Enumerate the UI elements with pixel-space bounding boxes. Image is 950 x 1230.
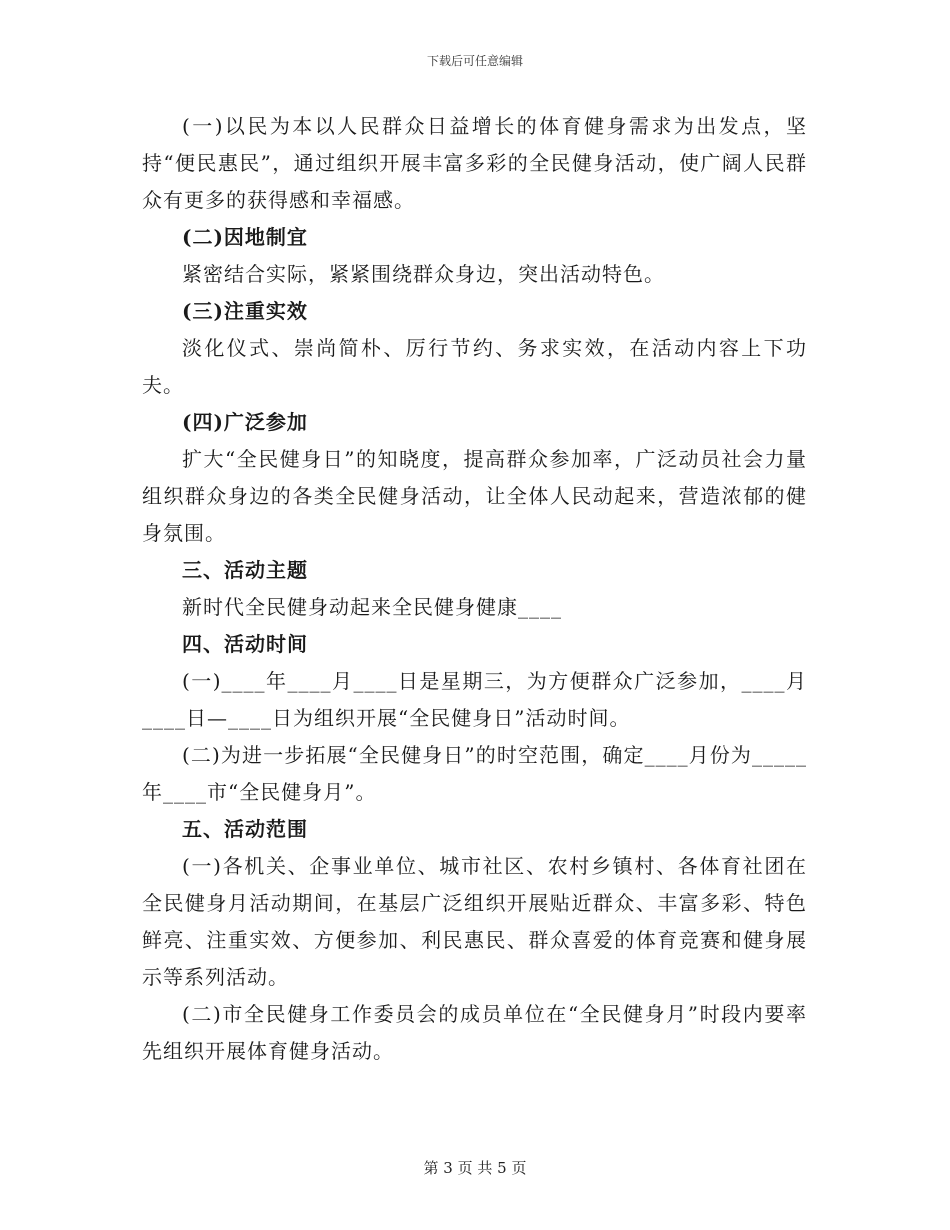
heading-principle-4: (四)广泛参加 [182,410,308,434]
paragraph-activity-scope-1: (一)各机关、企事业单位、城市社区、农村乡镇村、各体育社团在全民健身月活动期间，在基层广泛组织开展贴近群众、丰富多彩、特色鲜亮、注重实效、方便参加、利民惠民、群众喜爱的体育竞赛和健身展示等系列活动。 [142,854,807,989]
paragraph-principle-4: 扩大“全民健身日”的知晓度，提高群众参加率，广泛动员社会力量组织群众身边的各类全民健身活动，让全体人民动起来，营造浓郁的健身氛围。 [142,447,807,545]
paragraph-principle-3: 淡化仪式、崇尚简朴、厉行节约、务求实效，在活动内容上下功夫。 [142,336,807,397]
paragraph-activity-scope-2: (二)市全民健身工作委员会的成员单位在“全民健身月”时段内要率先组织开展体育健身活动。 [142,1002,807,1063]
paragraph-activity-time-1: (一)____年____月____日是星期三，为方便群众广泛参加，____月____日—____日为组织开展“全民健身日”活动时间。 [142,669,807,730]
page-number: 第 3 页 共 5 页 [423,1159,527,1177]
document-body [142,108,807,1070]
heading-activity-theme: 三、活动主题 [182,558,308,582]
heading-principle-3: (三)注重实效 [182,299,308,323]
heading-activity-time: 四、活动时间 [182,632,308,656]
paragraph-principle-1: (一)以民为本以人民群众日益增长的体育健身需求为出发点，坚持“便民惠民”，通过组织开展丰富多彩的全民健身活动，使广阔人民群众有更多的获得感和幸福感。 [142,114,807,212]
paragraph-principle-2: 紧密结合实际，紧紧围绕群众身边，突出活动特色。 [182,262,665,286]
paragraph-activity-theme: 新时代全民健身动起来全民健身健康____ [182,595,562,619]
paragraph-activity-time-2: (二)为进一步拓展“全民健身日”的时空范围，确定____月份为_____年____市“全民健身月”。 [142,743,807,804]
heading-principle-2: (二)因地制宜 [182,225,308,249]
page-header: 下载后可任意编辑 [426,54,523,68]
heading-activity-scope: 五、活动范围 [182,817,308,841]
